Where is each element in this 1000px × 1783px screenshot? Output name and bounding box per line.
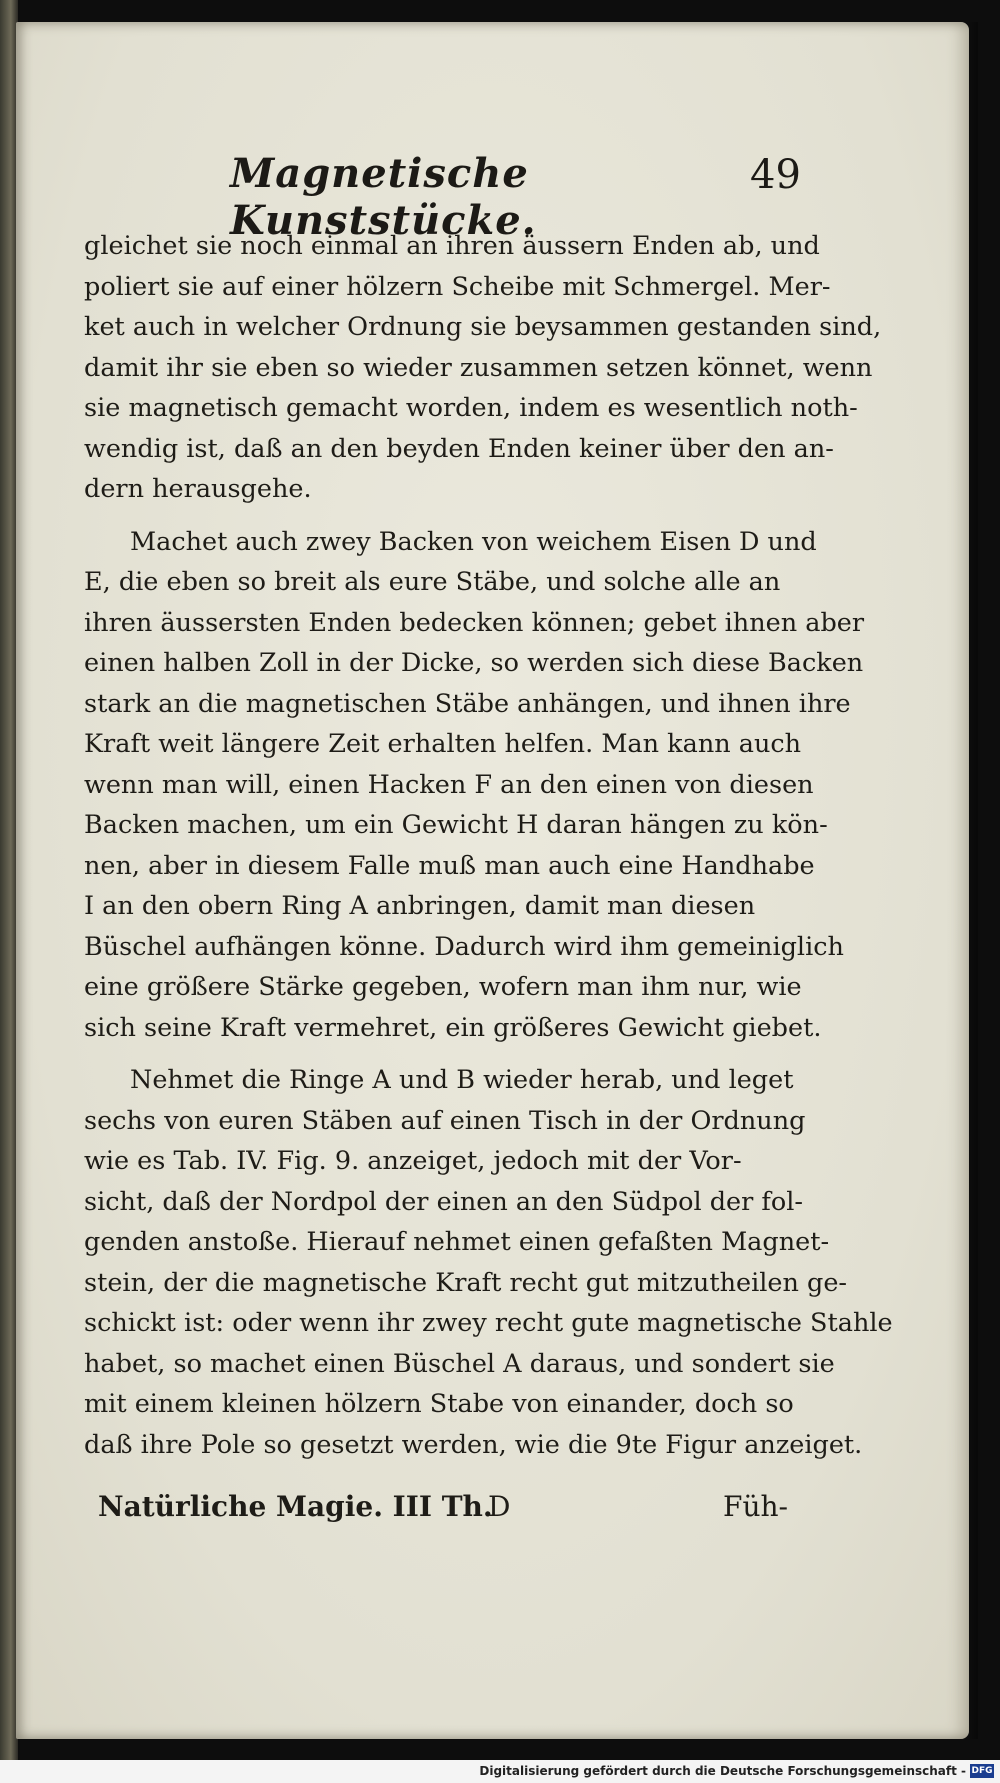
text-line: sechs von euren Stäben auf einen Tisch in der Ordnung <box>84 1105 806 1136</box>
text-line: ket auch in welcher Ordnung sie beysammen gestanden sind, <box>84 312 882 342</box>
text-line: E, die eben so breit als eure Stäbe, und solche alle an <box>84 567 781 597</box>
text-line: sie magnetisch gemacht worden, indem es wesentlich noth- <box>84 393 858 423</box>
paragraph-3 <box>84 1060 893 1465</box>
dfg-logo-icon: DFG <box>971 1766 993 1776</box>
text-line: sicht, daß der Nordpol der einen an den Südpol der fol- <box>84 1186 803 1217</box>
text-line: stark an die magnetischen Stäbe anhängen, und ihnen ihre <box>84 688 851 719</box>
paragraph-gap <box>84 510 794 522</box>
body-text <box>84 226 893 1465</box>
text-line: mit einem kleinen hölzern Stabe von einander, doch so <box>84 1389 794 1419</box>
page-number: 49 <box>750 152 801 198</box>
text-line: I an den obern Ring A anbringen, damit man diesen <box>84 891 756 921</box>
text-line: gleichet sie noch einmal an ihren äussern Enden ab, und <box>84 231 820 261</box>
text-line: Kraft weit längere Zeit erhalten helfen. Man kann auch <box>84 729 802 759</box>
text-line: einen halben Zoll in der Dicke, so werden sich diese Backen <box>84 648 864 678</box>
paragraph-1 <box>84 226 882 510</box>
page-header <box>230 150 801 244</box>
running-head: Magnetische Kunststücke. <box>230 150 537 244</box>
signature-mark: D <box>488 1490 511 1523</box>
text-line: genden anstoße. Hierauf nehmet einen gefaßten Magnet- <box>84 1227 830 1257</box>
text-line: damit ihr sie eben so wieder zusammen setzen könnet, wenn <box>84 352 873 383</box>
credit-bar <box>0 1760 1000 1783</box>
text-line: sich seine Kraft vermehret, ein größeres Gewicht giebet. <box>84 1012 822 1043</box>
paragraph-2 <box>84 522 865 1049</box>
text-line: wendig ist, daß an den beyden Enden keiner über den an- <box>84 433 834 464</box>
text-line: Machet auch zwey Backen von weichem Eisen D und <box>130 526 817 557</box>
text-line: schickt ist: oder wenn ihr zwey recht gute magnetische Stahle <box>84 1308 893 1338</box>
text-line: poliert sie auf einer hölzern Scheibe mit Schmergel. Mer- <box>84 271 831 302</box>
text-line: ihren äussersten Enden bedecken können; gebet ihnen aber <box>84 607 865 638</box>
text-line: wenn man will, einen Hacken F an den einen von diesen <box>84 769 814 800</box>
text-line: Nehmet die Ringe A und B wieder herab, und leget <box>130 1065 794 1095</box>
text-line: habet, so machet einen Büschel A daraus, und sondert sie <box>84 1348 835 1379</box>
text-line: dern herausgehe. <box>84 474 312 504</box>
paragraph-gap <box>84 1048 794 1060</box>
text-line: eine größere Stärke gegeben, wofern man ihm nur, wie <box>84 972 802 1002</box>
text-line: Backen machen, um ein Gewicht H daran hängen zu kön- <box>84 810 828 840</box>
page-edge-shadow <box>968 22 978 1739</box>
text-line: nen, aber in diesem Falle muß man auch eine Handhabe <box>84 850 815 881</box>
digitization-credit: Digitalisierung gefördert durch die Deutsche Forschungsgemeinschaft - <box>479 1764 966 1778</box>
page-footer <box>98 1490 788 1530</box>
text-line: wie es Tab. IV. Fig. 9. anzeiget, jedoch mit der Vor- <box>84 1146 742 1176</box>
text-line: Büschel aufhängen könne. Dadurch wird ihm gemeiniglich <box>84 931 844 962</box>
text-line: daß ihre Pole so gesetzt werden, wie die 9te Figur anzeiget. <box>84 1429 863 1460</box>
signature-title: Natürliche Magie. III Th. <box>98 1490 493 1523</box>
text-line: stein, der die magnetische Kraft recht gut mitzutheilen ge- <box>84 1267 848 1298</box>
catchword: Füh- <box>723 1490 788 1523</box>
